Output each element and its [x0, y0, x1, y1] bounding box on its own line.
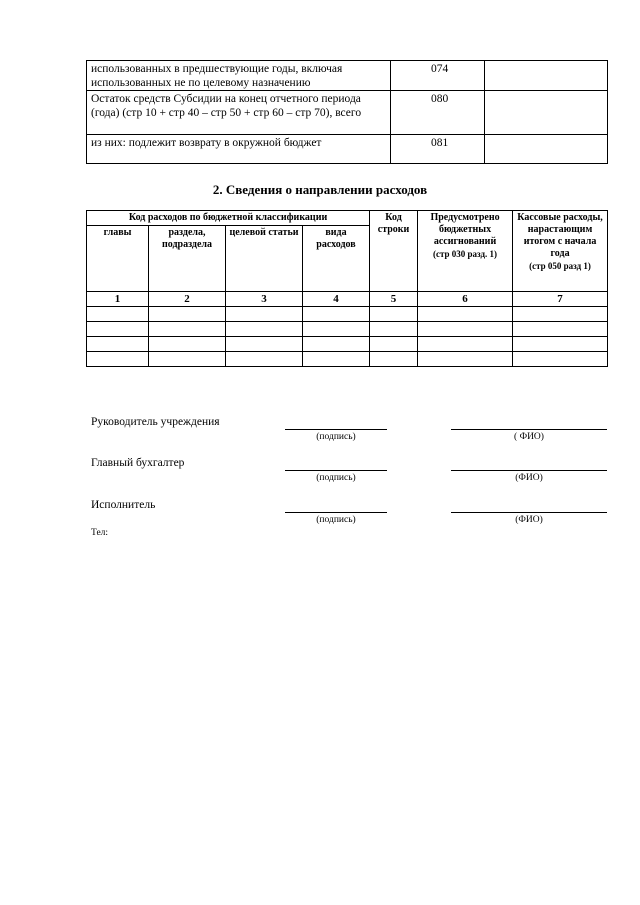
cash-header	[513, 211, 608, 292]
table-cell[interactable]	[149, 352, 226, 367]
table-cell[interactable]	[303, 352, 370, 367]
head-role-label: Руководитель учреждения	[91, 416, 220, 428]
column-number: 6	[418, 292, 513, 307]
table-row	[87, 322, 608, 337]
column-number: 7	[513, 292, 608, 307]
table-cell[interactable]	[87, 322, 149, 337]
table-cell[interactable]	[418, 307, 513, 322]
table-cell[interactable]	[370, 322, 418, 337]
table-cell[interactable]	[370, 352, 418, 367]
table-cell[interactable]	[87, 337, 149, 352]
row-value[interactable]	[485, 135, 608, 164]
accountant-name-line[interactable]	[451, 470, 607, 471]
budget-classification-header: Код расходов по бюджетной классификации	[87, 211, 370, 226]
cash-header-note: (стр 050 разд 1)	[529, 261, 591, 271]
table-cell[interactable]	[418, 337, 513, 352]
table-row	[87, 61, 608, 91]
column-number: 2	[149, 292, 226, 307]
table-cell[interactable]	[303, 337, 370, 352]
row-code: 074	[391, 61, 485, 91]
table-cell[interactable]	[226, 337, 303, 352]
executor-name-line[interactable]	[451, 512, 607, 513]
row-value[interactable]	[485, 91, 608, 135]
table-cell[interactable]	[418, 322, 513, 337]
executor-name-caption: (ФИО)	[515, 515, 543, 525]
table-cell[interactable]	[513, 322, 608, 337]
expense-directions-table	[86, 210, 608, 367]
table-cell[interactable]	[370, 307, 418, 322]
head-signature-caption: (подпись)	[316, 432, 356, 442]
accountant-role-label: Главный бухгалтер	[91, 457, 185, 469]
planned-header-label: Предусмотрено бюджетных ассигнований	[430, 212, 500, 247]
row-value[interactable]	[485, 61, 608, 91]
table-cell[interactable]	[226, 307, 303, 322]
row-label: из них: подлежит возврату в окружной бюджет	[87, 135, 391, 164]
accountant-signature-caption: (подпись)	[316, 473, 356, 483]
table-cell[interactable]	[149, 322, 226, 337]
table-cell[interactable]	[149, 307, 226, 322]
table-cell[interactable]	[303, 307, 370, 322]
executor-signature-caption: (подпись)	[316, 515, 356, 525]
column-number: 5	[370, 292, 418, 307]
row-code: 080	[391, 91, 485, 135]
line-code-header: Код строки	[370, 211, 418, 292]
row-label: Остаток средств Субсидии на конец отчетного периода (года) (стр 10 + стр 40 – стр 50 + стр 60 – стр 70), всего	[87, 91, 391, 135]
table-row	[87, 91, 608, 135]
head-name-caption: ( ФИО)	[514, 432, 544, 442]
phone-label: Тел:	[91, 528, 109, 538]
table-cell[interactable]	[418, 352, 513, 367]
row-code: 081	[391, 135, 485, 164]
column-number: 4	[303, 292, 370, 307]
head-signature-line[interactable]	[285, 429, 387, 430]
table-cell[interactable]	[226, 322, 303, 337]
table-row	[87, 337, 608, 352]
table-row	[87, 352, 608, 367]
subsidy-balance-table	[86, 60, 608, 164]
accountant-name-caption: (ФИО)	[515, 473, 543, 483]
expense-type-header: вида расходов	[303, 226, 370, 292]
head-name-line[interactable]	[451, 429, 607, 430]
table-cell[interactable]	[87, 352, 149, 367]
table-cell[interactable]	[513, 352, 608, 367]
chapter-header: главы	[87, 226, 149, 292]
section-title: 2. Сведения о направлении расходов	[212, 182, 428, 197]
section-header: раздела, подраздела	[149, 226, 226, 292]
accountant-signature-line[interactable]	[285, 470, 387, 471]
table-cell[interactable]	[370, 337, 418, 352]
table-cell[interactable]	[87, 307, 149, 322]
planned-header	[418, 211, 513, 292]
table-row	[87, 135, 608, 164]
table-cell[interactable]	[303, 322, 370, 337]
column-number-row	[87, 292, 608, 307]
table-cell[interactable]	[513, 307, 608, 322]
article-header: целевой статьи	[226, 226, 303, 292]
column-number: 1	[87, 292, 149, 307]
table-cell[interactable]	[149, 337, 226, 352]
row-label: использованных в предшествующие годы, включая использованных не по целевому назначению	[87, 61, 391, 91]
header-row	[87, 211, 608, 226]
planned-header-note: (стр 030 разд. 1)	[433, 249, 498, 259]
cash-header-label: Кассовые расходы, нарастающим итогом с начала года	[517, 212, 603, 259]
column-number: 3	[226, 292, 303, 307]
table-cell[interactable]	[513, 337, 608, 352]
table-row	[87, 307, 608, 322]
executor-role-label: Исполнитель	[91, 499, 156, 511]
executor-signature-line[interactable]	[285, 512, 387, 513]
table-cell[interactable]	[226, 352, 303, 367]
